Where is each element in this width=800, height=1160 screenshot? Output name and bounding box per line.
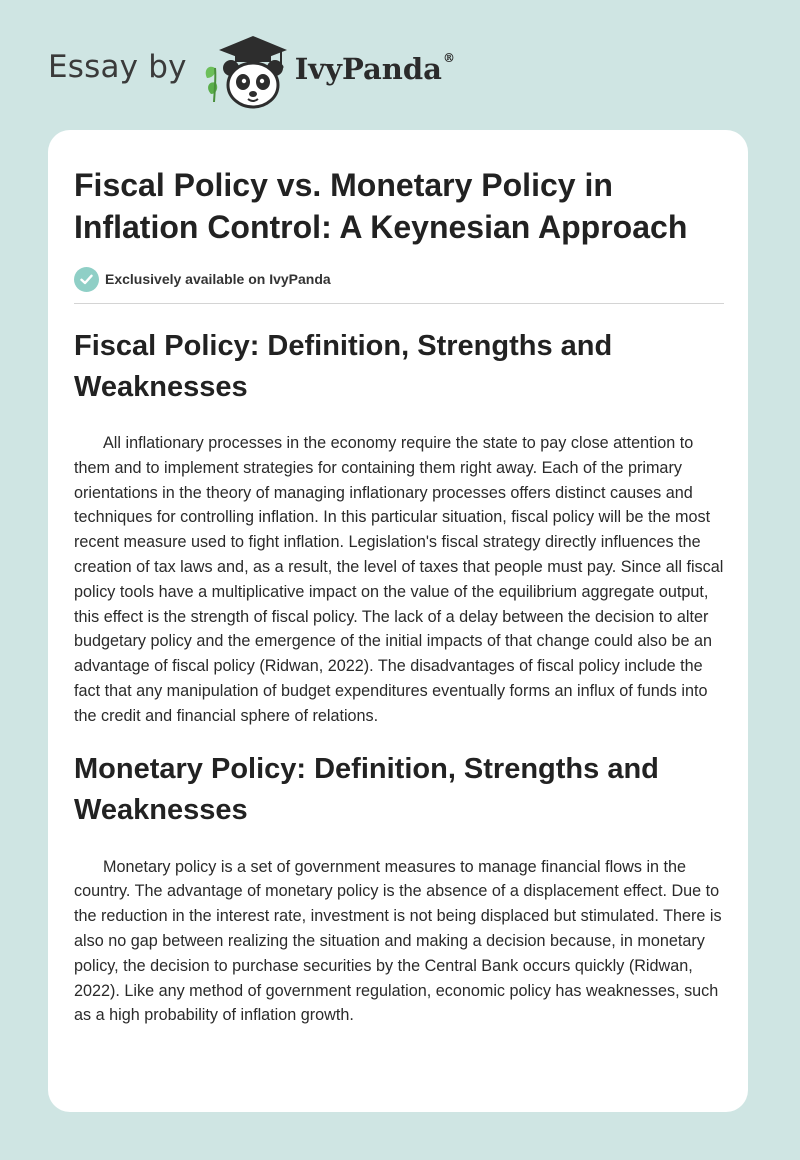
- section-heading-fiscal: Fiscal Policy: Definition, Strengths and Weaknesses: [74, 330, 613, 403]
- site-header: [48, 30, 455, 110]
- page-title: Fiscal Policy vs. Monetary Policy in Inflation Control: A Keynesian Approach: [74, 167, 688, 245]
- checkmark-icon: [74, 267, 99, 292]
- essay-card: [48, 130, 748, 1112]
- registered-mark: ®: [442, 51, 455, 66]
- essay-by-label: Essay by: [48, 49, 187, 85]
- section-body-monetary: Monetary policy is a set of government measures to manage financial flows in the country. The advantage of monetary policy is the absence of a displacement effect. Due to the reduction in the interest rate, investment is not being displaced but stimulated. There is also no gap between realizing the situation and making a decision because, in monetary policy, the decision to purchase securities by the Central Bank occurs quickly (Ridwan, 2022). Like any method of government regulation, economic policy has weaknesses, such as a high probability of inflation growth.: [74, 857, 722, 1025]
- ivypanda-logo-icon[interactable]: [201, 30, 293, 110]
- exclusive-badge: [74, 266, 724, 292]
- section-heading-monetary: Monetary Policy: Definition, Strengths and Weaknesses: [74, 752, 659, 826]
- brand-name[interactable]: IvyPanda®: [294, 51, 455, 86]
- badge-text: Exclusively available on IvyPanda: [105, 271, 331, 287]
- divider: [74, 303, 724, 304]
- section-body-fiscal: All inflationary processes in the economy require the state to pay close attention to them and to implement strategies for containing them right away. Each of the primary orientations in the theory of managing inflationary processes offers distinct causes and techniques for controlling inflation. In this particular situation, fiscal policy will be the most recent measure used to fight inflation. Legislation's fiscal strategy directly influences the creation of tax laws and, as a result, the level of taxes that people must pay. Since all fiscal policy tools have a multiplicative impact on the value of the equilibrium aggregate output, this effect is the strength of fiscal policy. The lack of a delay between the decision to alter budgetary policy and the emergence of the initial impacts of that change could also be an advantage of fiscal policy (Ridwan, 2022). The disadvantages of fiscal policy include the fact that any manipulation of budget expenditures eventually forms an influx of funds into the credit and financial sphere of relations.: [74, 434, 724, 725]
